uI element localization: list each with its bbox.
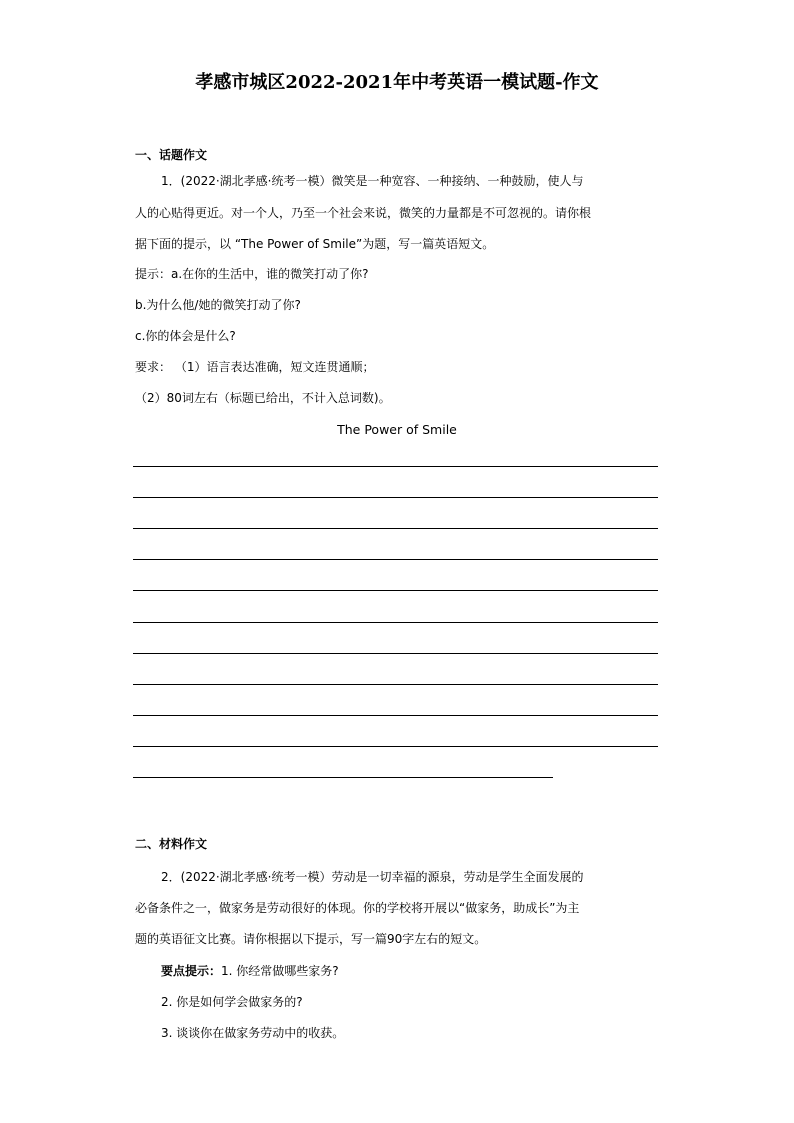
q1-text-line2: 人的心贴得更近。对一个人，乃至一个社会来说，微笑的力量都是不可忽视的。请你根 <box>135 206 592 220</box>
hint-a: 提示：a.在你的生活中，谁的微笑打动了你? <box>135 267 369 281</box>
points-line <box>161 963 339 979</box>
writing-line <box>133 497 658 498</box>
requirement-1: 要求： （1）语言表达准确，短文连贯通顺； <box>135 360 375 374</box>
q1-text-line1: 1．(2022·湖北孝感·统考一模）微笑是一种宽容、一种接纳、一种鼓励，使人与 <box>161 174 584 188</box>
section2-heading: 二、材料作文 <box>135 837 208 851</box>
writing-line <box>133 746 658 747</box>
hint-c: c.你的体会是什么? <box>135 329 236 343</box>
q1-text-line3: 据下面的提示，以 “The Power of Smile”为题，写一篇英语短文。 <box>135 237 495 251</box>
writing-line <box>133 466 658 467</box>
point-2: 2. 你是如何学会做家务的? <box>161 995 303 1009</box>
writing-line <box>133 715 658 716</box>
writing-line <box>133 622 658 623</box>
q2-text-line3: 题的英语征文比赛。请你根据以下提示，写一篇90字左右的短文。 <box>135 932 487 946</box>
q2-text-line2: 必备条件之一，做家务是劳动很好的体现。你的学校将开展以“做家务，助成长”为主 <box>135 901 580 915</box>
writing-line <box>133 590 658 591</box>
writing-line <box>133 528 658 529</box>
q2-text-line1: 2．(2022·湖北孝感·统考一模）劳动是一切幸福的源泉，劳动是学生全面发展的 <box>161 870 584 884</box>
writing-line <box>133 653 658 654</box>
points-label: 要点提示： <box>161 964 222 978</box>
requirement-2: （2）80词左右（标题已给出，不计入总词数)。 <box>135 391 391 405</box>
writing-line <box>133 559 658 560</box>
point-1: 1. 你经常做哪些家务? <box>221 964 339 978</box>
writing-line <box>133 684 658 685</box>
writing-line <box>133 777 553 778</box>
point-3: 3. 谈谈你在做家务劳动中的收获。 <box>161 1026 345 1040</box>
section1-heading: 一、话题作文 <box>135 148 208 162</box>
page-title: 孝感市城区2022-2021年中考英语一模试题-作文 <box>195 72 599 93</box>
essay-title: The Power of Smile <box>337 422 457 437</box>
hint-b: b.为什么他/她的微笑打动了你? <box>135 298 301 312</box>
